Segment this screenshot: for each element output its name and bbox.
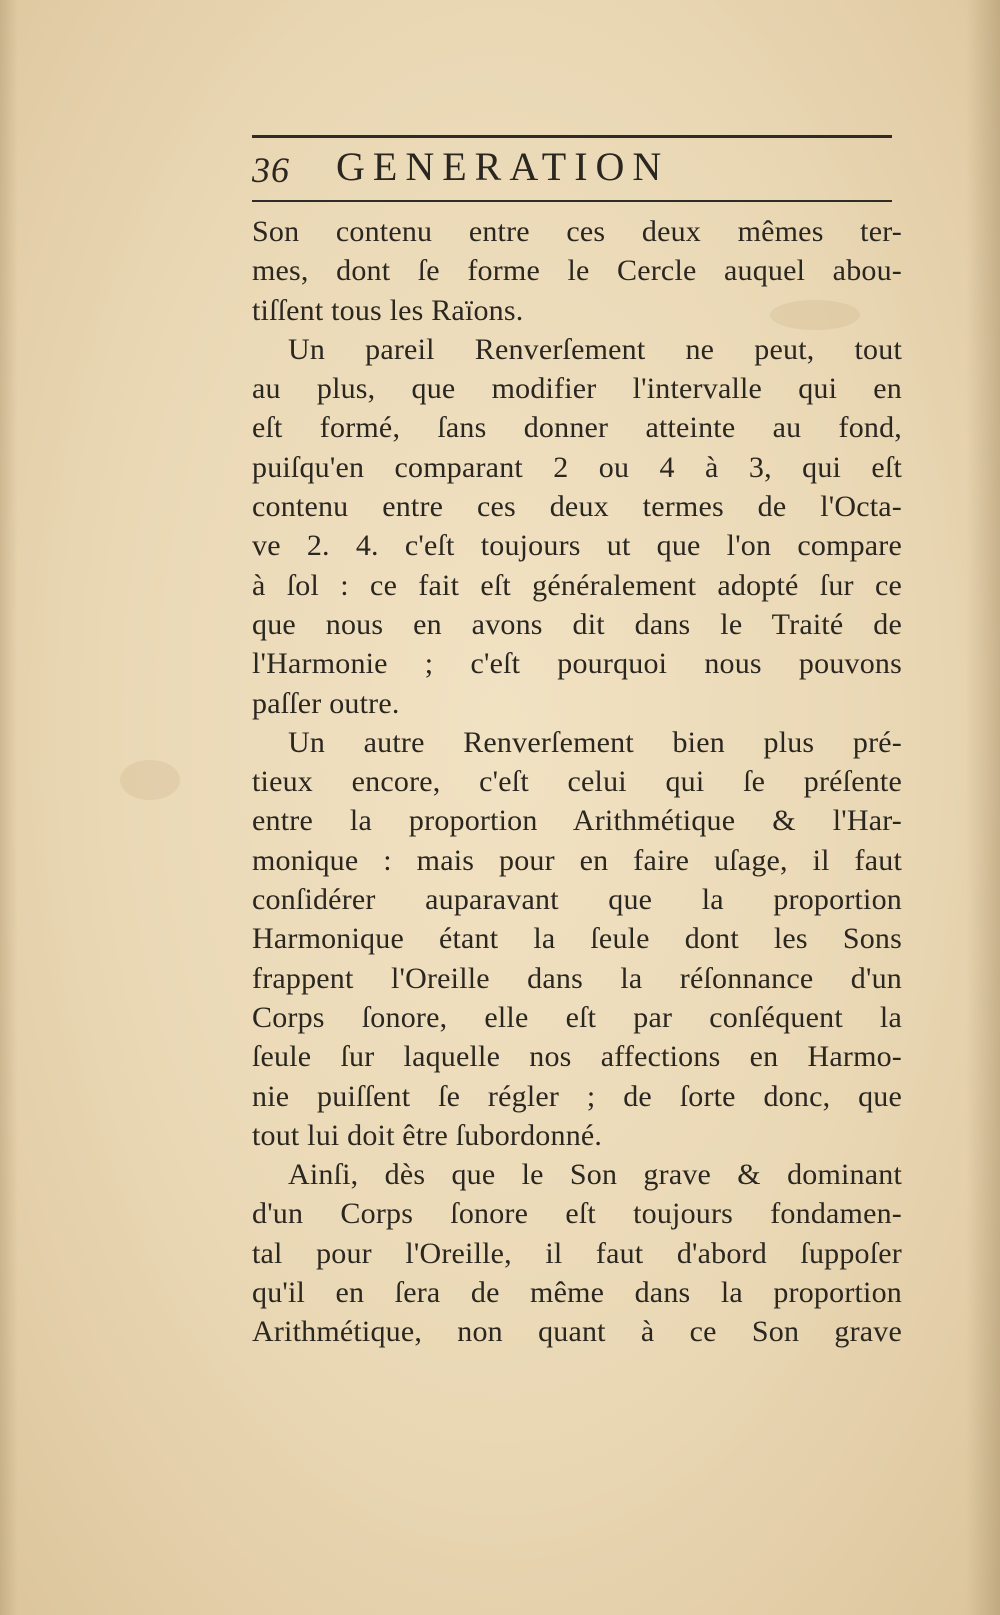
running-title: GENERATION	[336, 144, 670, 189]
page-edge-shadow-right	[966, 0, 1000, 1615]
text-line: frappent l'Oreille dans la réſonnance d'un	[252, 961, 902, 995]
page-number: 36	[252, 150, 290, 190]
text-line: l'Harmonie ; c'eſt pourquoi nous pouvons	[252, 647, 902, 681]
text-line: conſidérer auparavant que la proportion	[252, 883, 902, 917]
text-line: Harmonique étant la ſeule dont les Sons	[252, 922, 902, 956]
running-head	[252, 143, 892, 193]
text-line: Un pareil Renverſement ne peut, tout	[288, 332, 902, 366]
text-line: ve 2. 4. c'eſt toujours ut que l'on compare	[252, 529, 902, 563]
text-line: Corps ſonore, elle eſt par conſéquent la	[252, 1000, 902, 1034]
text-line: Ainſi, dès que le Son grave & dominant	[288, 1158, 902, 1192]
body-text	[252, 212, 902, 1352]
text-line: nie puiſſent ſe régler ; de ſorte donc, que	[252, 1079, 902, 1113]
text-line: Un autre Renverſement bien plus pré-	[288, 725, 902, 759]
text-line: tieux encore, c'eſt celui qui ſe préſente	[252, 765, 902, 799]
header-rule-top	[252, 135, 892, 138]
paper-stain	[120, 760, 180, 800]
text-line: eſt formé, ſans donner atteinte au fond,	[252, 411, 902, 445]
text-line: au plus, que modifier l'intervalle qui en	[252, 372, 902, 406]
text-line: tiſſent tous les Raïons.	[252, 293, 524, 327]
text-line: que nous en avons dit dans le Traité de	[252, 607, 902, 641]
text-line: contenu entre ces deux termes de l'Octa-	[252, 490, 902, 524]
text-line: entre la proportion Arithmétique & l'Har-	[252, 804, 902, 838]
text-line: Son contenu entre ces deux mêmes ter-	[252, 215, 902, 248]
text-line: paſſer outre.	[252, 686, 400, 720]
text-line: qu'il en ſera de même dans la proportion	[252, 1276, 902, 1310]
text-line: tal pour l'Oreille, il faut d'abord ſuppoſer	[252, 1236, 902, 1270]
text-line: mes, dont ſe forme le Cercle auquel abou-	[252, 254, 902, 288]
text-line: puiſqu'en comparant 2 ou 4 à 3, qui eſt	[252, 450, 902, 484]
text-line: tout lui doit être ſubordonné.	[252, 1118, 603, 1152]
text-line: ſeule ſur laquelle nos affections en Harmo-	[252, 1040, 902, 1074]
page-edge-shadow-left	[0, 0, 18, 1615]
text-line: monique : mais pour en faire uſage, il faut	[252, 843, 902, 877]
text-line: d'un Corps ſonore eſt toujours fondamen-	[252, 1197, 902, 1231]
text-line: Arithmétique, non quant à ce Son grave	[252, 1315, 902, 1349]
text-line: à ſol : ce fait eſt généralement adopté ſur ce	[252, 568, 902, 602]
header-rule-bottom	[252, 200, 892, 202]
